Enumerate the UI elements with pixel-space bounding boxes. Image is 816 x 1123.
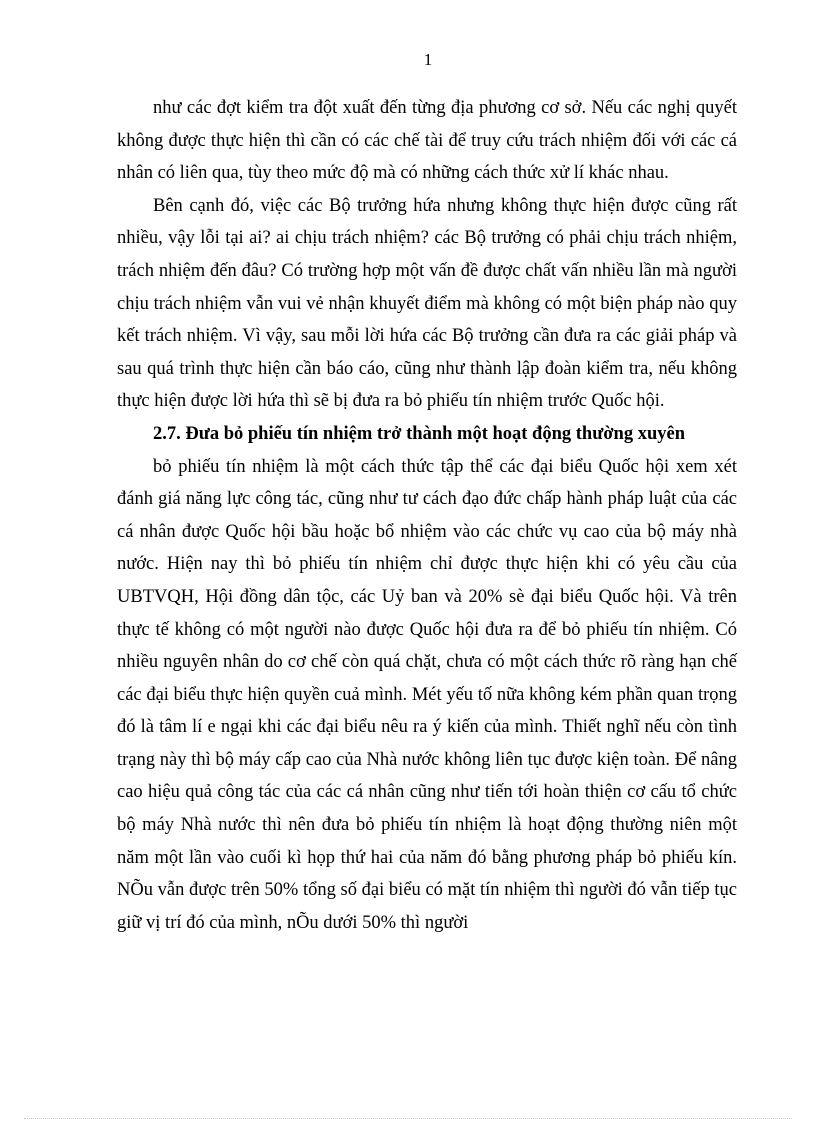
paragraph-confidence-vote: bỏ phiếu tín nhiệm là một cách thức tập thể các đại biểu Quốc hội xem xét đánh giá năng lực công tác, cũng như tư cách đạo đức chấp hành pháp luật của các cá nhân được Quốc hội bầu hoặc bổ nhiệm vào các chức vụ cao của bộ máy nhà nước. Hiện nay thì bỏ phiếu tín nhiệm chỉ được thực hiện khi có yêu cầu của UBTVQH, Hội đồng dân tộc, các Uỷ ban và 20% sè đại biểu Quốc hội. Và trên thực tế không có một người nào được Quốc hội đưa ra để bỏ phiếu tín nhiệm. Có nhiều nguyên nhân do cơ chế còn quá chặt, chưa có một cách thức rõ ràng hạn chế các đại biểu thực hiện quyền cuả mình. Mét yếu tố nữa không kém phần quan trọng đó là tâm lí e ngại khi các đại biểu nêu ra ý kiến của mình. Thiết nghĩ nếu còn tình trạng này thì bộ máy cấp cao của Nhà nước không liên tục được kiện toàn. Để nâng cao hiệu quả công tác của các cá nhân cũng như tiến tới hoàn thiện cơ cấu tổ chức bộ máy Nhà nước thì nên đưa bỏ phiếu tín nhiệm là hoạt động thường niên một năm một lần vào cuối kì họp thứ hai của năm đó bằng phương pháp bỏ phiếu kín. NÕu vẫn được trên 50% tổng số đại biểu có mặt tín nhiệm thì người đó vẫn tiếp tục giữ vị trí đó của mình, nÕu dưới 50% thì người (117, 456, 737, 933)
page-number: 1 (423, 50, 433, 69)
page-bottom-divider (24, 1118, 792, 1119)
paragraph-continuation: như các đợt kiểm tra đột xuất đến từng địa phương cơ sở. Nếu các nghị quyết không được thực hiện thì cần có các chế tài để truy cứu trách nhiệm đối với các cá nhân có liên qua, tùy theo mức độ mà có những cách thức xử lí khác nhau. (117, 98, 737, 184)
document-body (117, 92, 737, 939)
paragraph-ministers-promises: Bên cạnh đó, việc các Bộ trưởng hứa nhưng không thực hiện được cũng rất nhiều, vậy lỗi tại ai? ai chịu trách nhiệm? các Bộ trưởng có phải chịu trách nhiệm, trách nhiệm đến đâu? Có trường hợp một vấn đề được chất vấn nhiều lần mà người chịu trách nhiệm vẫn vui vẻ nhận khuyết điểm mà không có một biện pháp nào quy kết trách nhiệm. Vì vậy, sau mỗi lời hứa các Bộ trưởng cần đưa ra các giải pháp và sau quá trình thực hiện cần báo cáo, cũng như thành lập đoàn kiểm tra, nếu không thực hiện được lời hứa thì sẽ bị đưa ra bỏ phiếu tín nhiệm trước Quốc hội. (117, 195, 737, 412)
section-heading: 2.7. Đưa bỏ phiếu tín nhiệm trở thành một hoạt động thường xuyên (153, 423, 686, 444)
